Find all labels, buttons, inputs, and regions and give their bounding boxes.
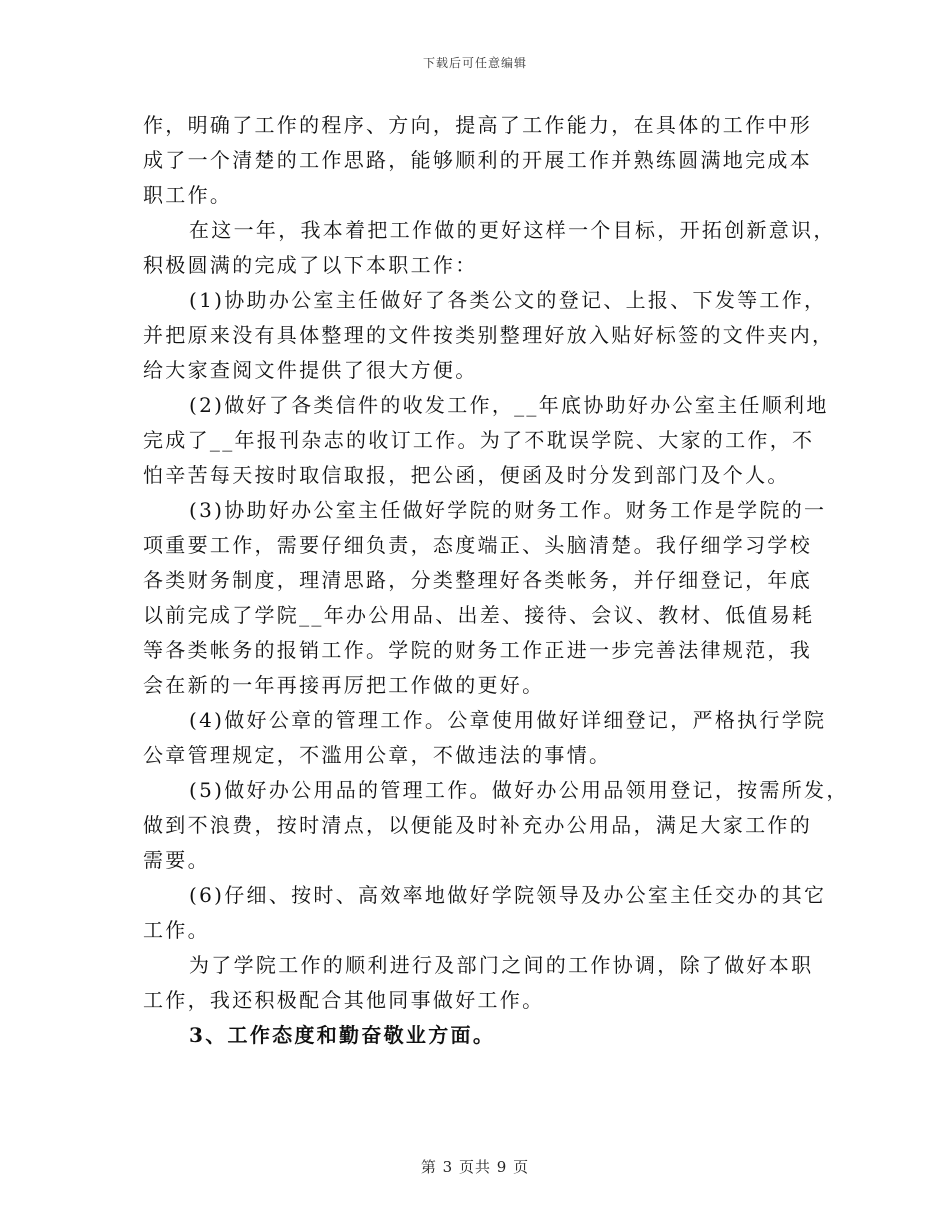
text-line: (5)做好办公用品的管理工作。做好办公用品领用登记，按需所发，	[189, 778, 849, 802]
text-line: 工作。	[143, 918, 210, 942]
page-footer: 第 3 页共 9 页	[420, 1158, 530, 1176]
text-line: 为了学院工作的顺利进行及部门之间的工作协调，除了做好本职	[189, 953, 814, 977]
text-line: 给大家查阅文件提供了很大方便。	[143, 358, 478, 382]
text-line: 成了一个清楚的工作思路，能够顺利的开展工作并熟练圆满地完成本	[143, 148, 812, 172]
section-heading: 3、工作态度和勤奋敬业方面。	[189, 1023, 496, 1047]
text-line: 积极圆满的完成了以下本职工作：	[143, 253, 478, 277]
text-line: (1)协助办公室主任做好了各类公文的登记、上报、下发等工作，	[189, 288, 827, 312]
text-line: 职工作。	[143, 183, 233, 207]
text-line: 各类财务制度，理清思路，分类整理好各类帐务，并仔细登记，年底	[143, 568, 812, 592]
text-line: 做到不浪费，按时清点，以便能及时补充办公用品，满足大家工作的	[143, 813, 812, 837]
document-body	[143, 108, 849, 1053]
text-line: 并把原来没有具体整理的文件按类别整理好放入贴好标签的文件夹内，	[143, 323, 835, 347]
text-line: 作，明确了工作的程序、方向，提高了工作能力，在具体的工作中形	[143, 113, 812, 137]
text-line: 在这一年，我本着把工作做的更好这样一个目标，开拓创新意识，	[189, 218, 836, 242]
text-line: 以前完成了学院__年办公用品、出差、接待、会议、教材、低值易耗	[143, 603, 815, 627]
text-line: 完成了__年报刊杂志的收订工作。为了不耽误学院、大家的工作，不	[143, 428, 815, 452]
text-line: (6)仔细、按时、高效率地做好学院领导及办公室主任交办的其它	[189, 883, 827, 907]
text-line: 工作，我还积极配合其他同事做好工作。	[143, 988, 545, 1012]
text-line: (4)做好公章的管理工作。公章使用做好详细登记，严格执行学院	[189, 708, 827, 732]
text-line: 会在新的一年再接再厉把工作做的更好。	[143, 673, 545, 697]
text-line: 公章管理规定，不滥用公章，不做违法的事情。	[143, 743, 612, 767]
text-line: (2)做好了各类信件的收发工作，__年底协助好办公室主任顺利地	[189, 393, 829, 417]
text-line: 怕辛苦每天按时取信取报，把公函，便函及时分发到部门及个人。	[143, 463, 790, 487]
text-line: 项重要工作，需要仔细负责，态度端正、头脑清楚。我仔细学习学校	[143, 533, 812, 557]
text-line: (3)协助好办公室主任做好学院的财务工作。财务工作是学院的一	[189, 498, 827, 522]
text-line: 需要。	[143, 848, 210, 872]
body-text	[143, 108, 849, 1053]
page-header: 下载后可任意编辑	[422, 56, 527, 70]
text-line: 等各类帐务的报销工作。学院的财务工作正进一步完善法律规范，我	[143, 638, 812, 662]
